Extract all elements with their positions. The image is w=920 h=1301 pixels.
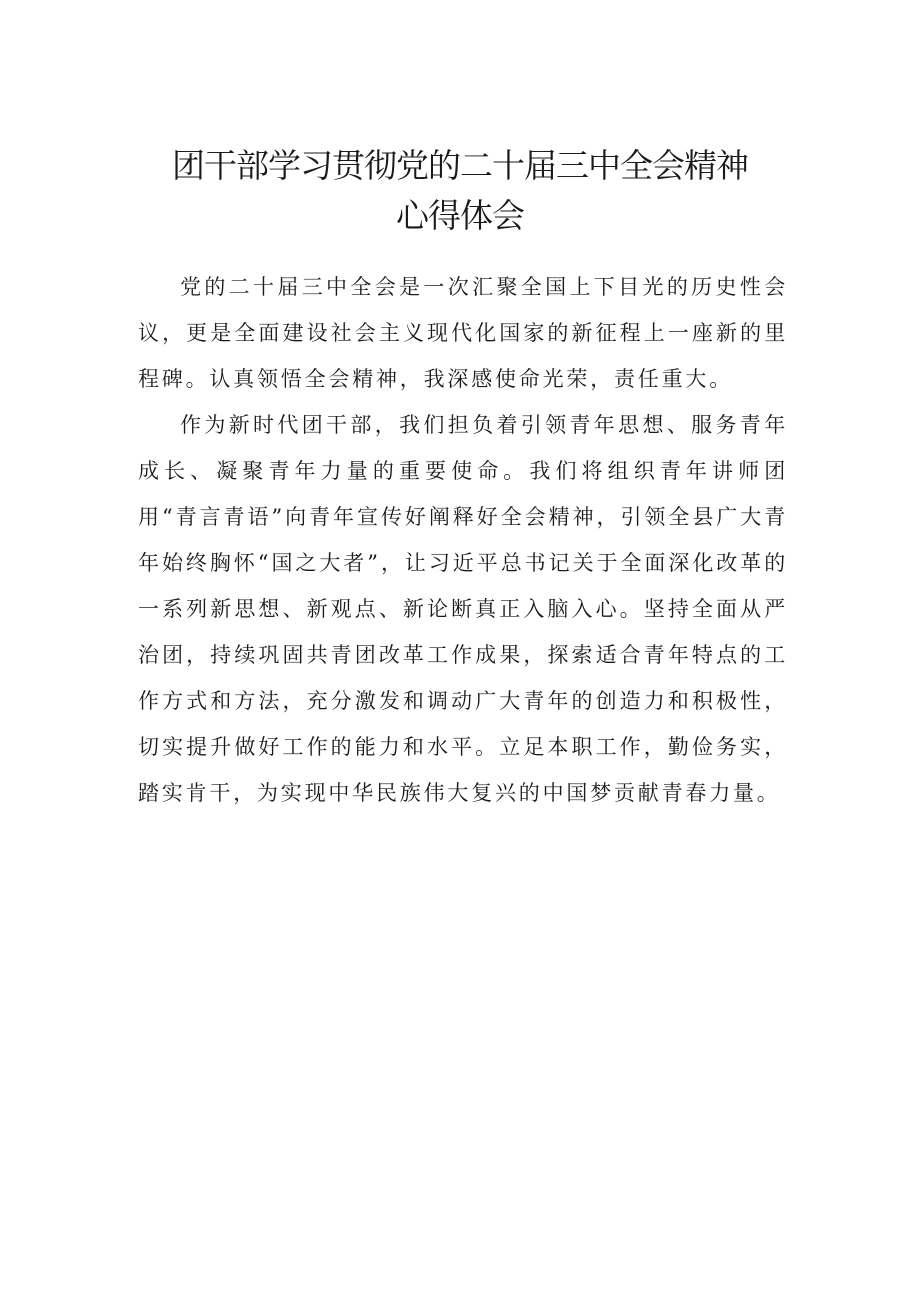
body-paragraph-1: 党的二十届三中全会是一次汇聚全国上下目光的历史性会议，更是全面建设社会主义现代化国家的新征程上一座新的里程碑。认真领悟全会精神，我深感使命光荣，责任重大。 [138,275,788,391]
document-title-line-2: 心得体会 [396,196,524,235]
document-body [138,264,788,816]
body-paragraph-2: 作为新时代团干部，我们担负着引领青年思想、服务青年成长、凝聚青年力量的重要使命。我们将组织青年讲师团用“青言青语”向青年宣传好阐释好全会精神，引领全县广大青年始终胸怀“国之大者”，让习近平总书记关于全面深化改革的一系列新思想、新观点、新论断真正入脑入心。坚持全面从严治团，持续巩固共青团改革工作成果，探索适合青年特点的工作方式和方法，充分激发和调动广大青年的创造力和积极性，切实提升做好工作的能力和水平。立足本职工作，勤俭务实，踏实肯干，为实现中华民族伟大复兴的中国梦贡献青春力量。 [138,413,788,805]
document-title-line-1: 团干部学习贯彻党的二十届三中全会精神 [172,146,748,185]
